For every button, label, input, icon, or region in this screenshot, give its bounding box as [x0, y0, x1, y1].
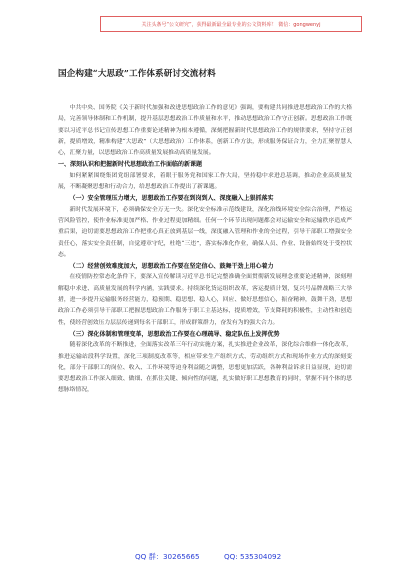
subheading-1: （一）安全管理压力增大，思想政治工作要在到岗到人、深度融入上狠抓落实 [69, 195, 274, 203]
subsection-2-paragraph: 在疫情防控常态化条件下，要深入宣传解读习近平总书记完整准确全面贯彻新发展理念重要论述精神，深刻理解稳中求进、高质量发展的科学内涵，实践要求。持续深化货运组织改革，客运提质计划，复兴号品牌战略三大举措，进一步提升运输服务经营能力，稳预期、稳思想、稳人心，回应、做好思想信心，振奋精神，鼓舞干劲，思想政治工作必须引导干部职工把握思想政治工作服务于职工主基达标，提质增效，节支降耗的积极性，主动性和创造性，使经营创效压力层层传递到每名干部职工，形成群策群力，奋发有为的强大合力。 [58, 274, 352, 326]
section-heading-1: 一、深刻认识和把握新时代思想政治工作面临的新课题 [58, 161, 203, 169]
document-body [58, 103, 352, 397]
subsection-3-paragraph: 随着深化改革的不断推进，全面落实改革三年行动实施方案，扎实推进企业改革，深化综合维修一体化改革，推进运输站段科学设置，深化三项制度改革等，相应带来生产组织方式、劳动组织方式和现场作业方式的深刻变化，部分干部职工的岗位、收入、工作环境等迫身利益随之调整，思想更加活跃，各种利益诉求日益显现，迫切需要思想政治工作深入细致、做细、在抓住关键、倾向性的问题，扎实做好职工思想教育的同时，掌握不同个体的思想脉络情况， [58, 342, 352, 394]
subheading-3: （三）深化体制和管理变革，思想政治工作要在心理疏导、稳定队伍上发挥优势 [69, 330, 280, 338]
qq-number-label: QQ: 535304092 [224, 552, 282, 561]
document-title: 国企构建“大思政”工作体系研讨交流材料 [58, 69, 216, 79]
subsection-1-paragraph: 新时代发展环境下，必须确保安全万无一失。深化安全标准示范线建设，深化治线环境安全综合治理，严格运营风险管控，使作业标准更加严格、作业过程更加精细。任何一个环节出现问题都会对运输安全和运输秩序造成严重后果，迫切需要思想政治工作把重心真正放到基层一线，深度融入管理和作业的全过程，引导干部职工增强安全责任心，落实安全责任制，自觉遵章守纪，杜绝“三违”，落实标准化作业，确保人员、作业、设备始终处于受控状态。 [58, 206, 352, 258]
contact-footer [0, 552, 408, 566]
intro-paragraph: 中共中央、国务院《关于新时代加强和改进思想政治工作的意见》强调，要构建共同推进思想政治工作的大格局，完善领导体制和工作机制，提升基层思想政治工作质量和水平，推动思想政治工作守正创新。思想政治工作既要以习近平总书记宣传思想工作重要论述精神为根本遵循，深刻把握新时代思想政治工作的规律要求，坚持守正创新，提质增效，精准构建“大思政”（大思想政治）工作体系，创新工作方法，形成服务保证合力，全力汇聚智慧人心，汇聚力量，以思想政治工作高质量发展推动高质量发展。 [58, 105, 352, 157]
promo-banner: 关注头条号“公文研究”，获得最新最全最专业的公文资料库！ 微信：gongwenyj [100, 16, 362, 32]
section-1-paragraph: 如何紧紧围绕集团党组部署要求，着眼于服务党和国家工作大局，坚持稳中求进总基调，推动企业高质量发展，不断凝聚思想和行动合力，给思想政治工作提出了新课题。 [58, 172, 352, 191]
qq-group-label: QQ 群：30265665 [135, 552, 200, 561]
subheading-2: （二）经营创效难度加大，思想政治工作要在坚定信心、鼓舞干劲上用心着力 [69, 263, 274, 271]
